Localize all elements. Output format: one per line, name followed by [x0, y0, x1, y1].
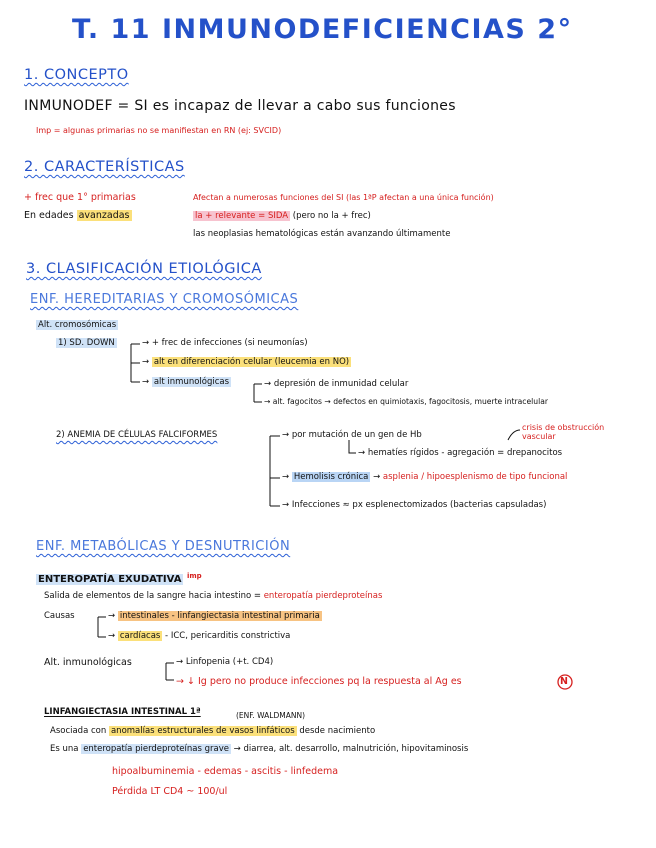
- linfa-line-1-highlight: anomalías estructurales de vasos linfáticos: [110, 726, 295, 736]
- subheading-hereditarias: ENF. HEREDITARIAS Y CROMOSÓMICAS: [30, 292, 299, 307]
- linfa-label: LINFANGIECTASIA INTESTINAL 1ª: [44, 707, 201, 717]
- linfa-line-1: [50, 727, 375, 736]
- enteropatia-line-1-text: Salida de elementos de la sangre hacia intestino =: [44, 591, 264, 601]
- linfa-tag: (ENF. WALDMANN): [236, 711, 305, 720]
- char-left-1: + frec que 1° primarias: [24, 192, 136, 203]
- linfa-line-2-a: Es una: [50, 744, 82, 754]
- linfa-line-2-highlight: enteropatía pierdeproteínas grave: [83, 744, 229, 754]
- subheading-metabolicas: ENF. METABÓLICAS Y DESNUTRICIÓN: [36, 539, 291, 554]
- sickle-bullet-1: → por mutación de un gen de Hb: [282, 430, 422, 440]
- down-bullet-2: → alt en diferenciación celular (leucemia en NO): [142, 357, 350, 367]
- ente-alt-1-text: Linfopenia (+t. CD4): [185, 657, 274, 667]
- linfa-line-2-b: → diarrea, alt. desarrollo, malnutrición, hipovitaminosis: [230, 744, 469, 754]
- page-title: T. 11 INMUNODEFICIENCIAS 2°: [72, 14, 573, 45]
- char-left-2-highlight: avanzadas: [78, 210, 130, 221]
- down-bullet-1-text: + frec de infecciones (si neumonías): [151, 338, 308, 348]
- causas-label: Causas: [44, 611, 75, 621]
- down-bullet-3a: → depresión de inmunidad celular: [264, 379, 409, 389]
- sickle-bullet-3: → Infecciones ≈ px esplenectomizados (bacterias capsuladas): [282, 500, 547, 510]
- sickle-crisis-note: crisis de obstrucción vascular: [522, 423, 605, 441]
- linfa-line-4: Pérdida LT CD4 ~ 100/ul: [112, 786, 228, 797]
- section-heading-clasificacion: 3. CLASIFICACIÓN ETIOLÓGICA: [26, 261, 262, 277]
- char-left-2-text: En edades: [24, 210, 77, 221]
- alt-cromosomicas-text: Alt. cromosómicas: [38, 320, 117, 330]
- enteropatia-line-1: [44, 592, 382, 601]
- causa-1: → intestinales - linfangiectasia intestinal primaria: [108, 611, 320, 621]
- causa-2-highlight: cardíacas: [119, 631, 161, 641]
- down-bullet-2-text: alt en diferenciación celular (leucemia en NO): [153, 357, 350, 367]
- down-bullet-3b-text: alt. fagocitos → defectos en quimiotaxis, fagocitosis, muerte intracelular: [272, 397, 548, 406]
- sickle-bullet-2-highlight: Hemolisis crónica: [293, 472, 369, 482]
- causa-2-text: - ICC, pericarditis constrictiva: [162, 631, 291, 641]
- alt-cromosomicas-label: [36, 321, 118, 330]
- sickle-bullet-3-text: Infecciones ≈ px esplenectomizados (bacterias capsuladas): [291, 500, 547, 510]
- ente-alt-label: Alt. inmunológicas: [44, 657, 132, 668]
- enteropatia-imp-tag: imp: [186, 572, 202, 580]
- section-heading-caracteristicas: 2. CARACTERÍSTICAS: [24, 159, 185, 175]
- down-bullet-3: → alt inmunológicas: [142, 377, 230, 387]
- causa-2: → cardíacas - ICC, pericarditis constrictiva: [108, 631, 291, 641]
- char-left-2: [24, 211, 132, 221]
- sickle-bullet-2-red: asplenia / hipoesplenismo de tipo funcional: [382, 472, 568, 482]
- important-note: Imp = algunas primarias no se manifiestan en RN (ej: SVCID): [36, 126, 282, 135]
- ente-alt-2-text: ↓ Ig pero no produce infecciones pq la respuesta al Ag es: [186, 676, 462, 687]
- sickle-bullet-2: → Hemolisis crónica → asplenia / hipoesplenismo de tipo funcional: [282, 472, 568, 482]
- sickle-label: 2) ANEMIA DE CÉLULAS FALCIFORMES: [56, 430, 218, 440]
- down-bullet-3-text: alt inmunológicas: [153, 377, 230, 387]
- down-label-text: 1) SD. DOWN: [58, 338, 115, 348]
- ente-alt-2: → ↓ Ig pero no produce infecciones pq la respuesta al Ag es: [176, 676, 462, 687]
- sickle-bullet-1-text: por mutación de un gen de Hb: [291, 430, 422, 440]
- char-right-3: las neoplasias hematológicas están avanzando últimamente: [193, 229, 451, 239]
- down-bullet-3b: → alt. fagocitos → defectos en quimiotaxis, fagocitosis, muerte intracelular: [264, 397, 548, 406]
- down-label: [56, 339, 117, 348]
- char-right-2-text: (pero no la + frec): [290, 211, 371, 221]
- ente-alt-2-circle-letter: N: [560, 676, 568, 687]
- sickle-bullet-1a: → hematíes rígidos - agregación = drepanocitos: [358, 448, 563, 458]
- causa-1-text: intestinales - linfangiectasia intestinal primaria: [119, 611, 320, 621]
- down-bullet-3a-text: depresión de inmunidad celular: [273, 379, 409, 389]
- linfa-line-1-a: Asociada con: [50, 726, 109, 736]
- linfa-line-2: [50, 745, 468, 754]
- enteropatia-line-1-red: enteropatía pierdeproteínas: [263, 591, 383, 601]
- definition-text: INMUNODEF = SI es incapaz de llevar a cabo sus funciones: [24, 98, 456, 114]
- linfa-line-1-b: desde nacimiento: [296, 726, 376, 736]
- char-right-1: Afectan a numerosas funciones del SI (las 1ªP afectan a una única función): [193, 193, 494, 202]
- char-right-2: [193, 212, 371, 221]
- ente-alt-1: → Linfopenia (+t. CD4): [176, 657, 274, 667]
- sickle-bullet-1a-pre: hematíes rígidos - agregación = drepanocitos: [367, 448, 563, 458]
- down-bullet-1: → + frec de infecciones (si neumonías): [142, 338, 308, 348]
- linfa-line-3: hipoalbuminemia - edemas - ascitis - linfedema: [112, 766, 339, 777]
- enteropatia-label: [36, 573, 202, 585]
- enteropatia-label-text: ENTEROPATÍA EXUDATIVA: [38, 574, 182, 586]
- char-right-2-highlight: la + relevante = SIDA: [195, 211, 289, 221]
- section-heading-concepto: 1. CONCEPTO: [24, 67, 129, 83]
